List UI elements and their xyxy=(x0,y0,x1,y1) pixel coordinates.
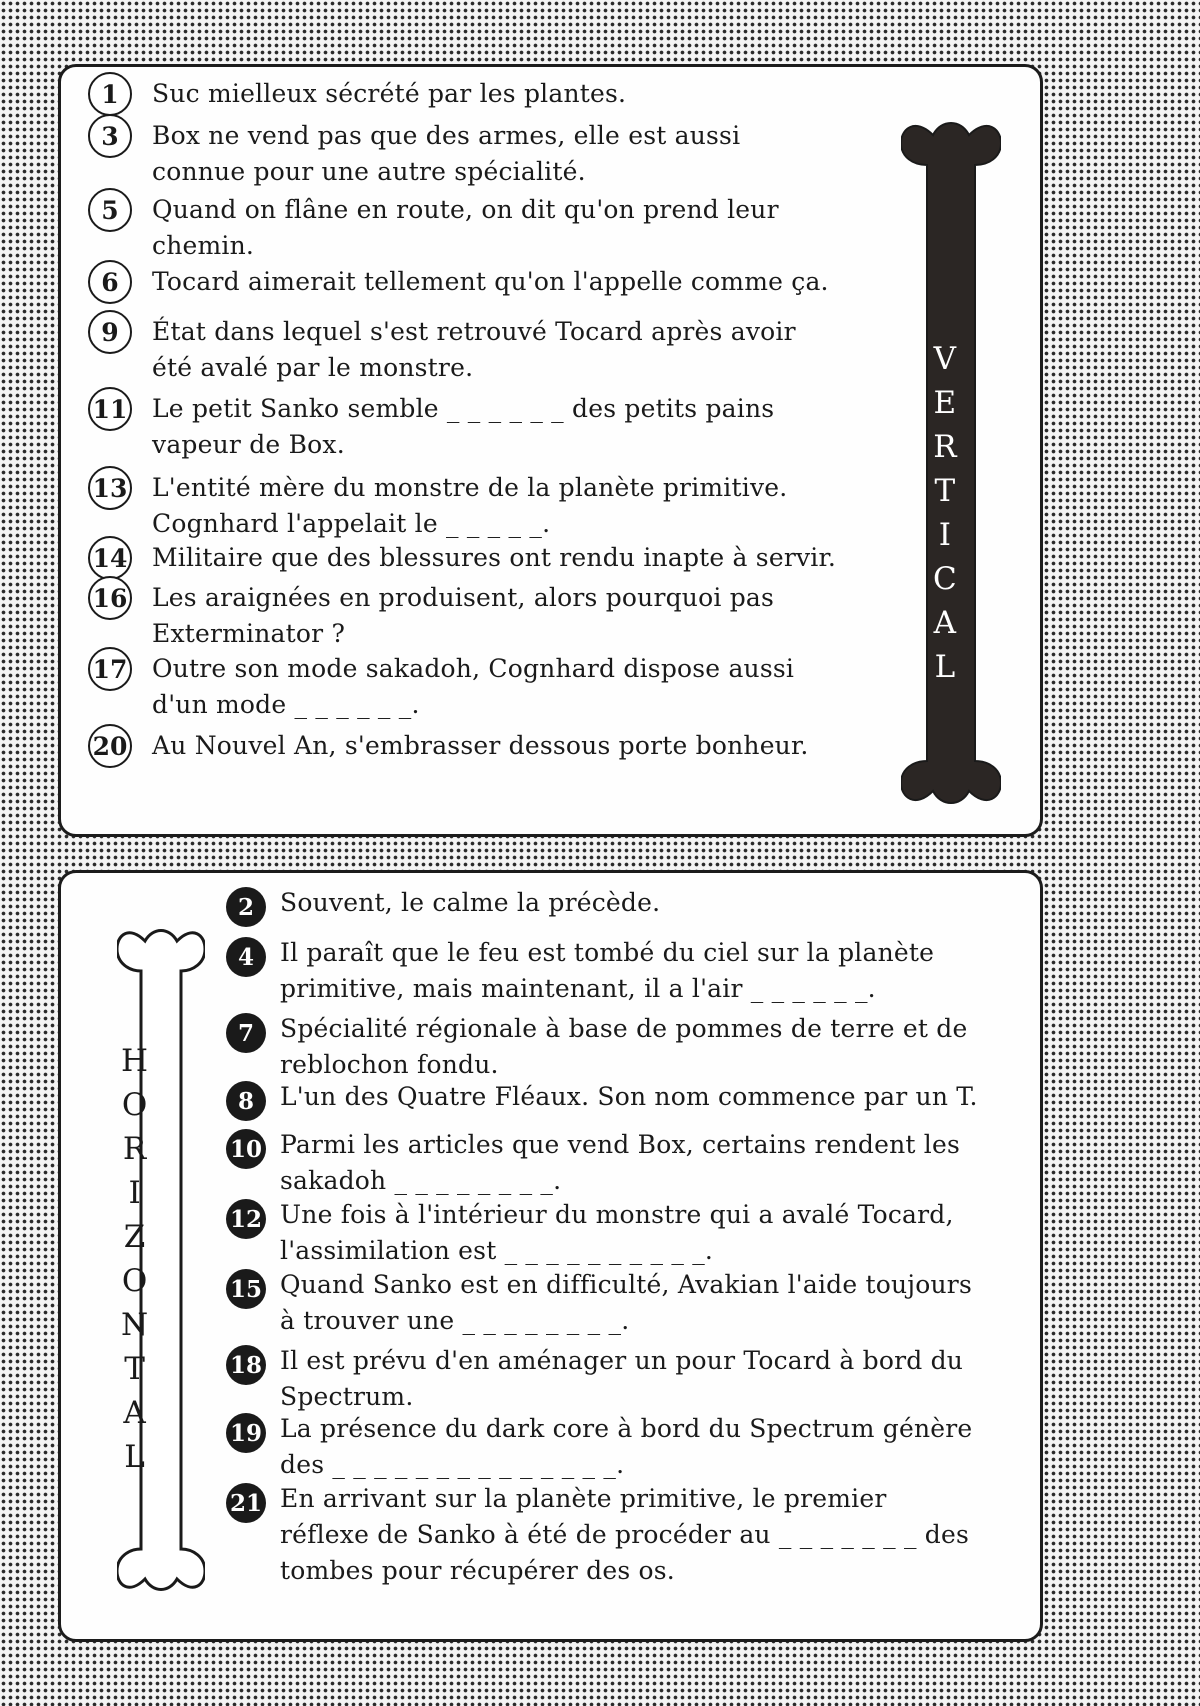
label-letter: A xyxy=(123,1395,146,1431)
clue-line: Les araignées en produisent, alors pourquoi pas xyxy=(152,583,775,612)
clue-text xyxy=(280,1127,960,1199)
clue-line: réflexe de Sanko à été de procéder au _ _ _ _ _ _ _ des xyxy=(280,1520,970,1549)
clue-text xyxy=(152,651,794,723)
clue-number: 19 xyxy=(226,1413,266,1453)
vertical-clue-5 xyxy=(88,191,779,264)
vertical-clue-17 xyxy=(88,650,794,723)
clue-text xyxy=(280,1197,954,1269)
vertical-clues-panel xyxy=(58,64,1043,837)
horizontal-clue-8 xyxy=(226,1081,978,1121)
clue-text xyxy=(280,1011,967,1083)
clue-line: été avalé par le monstre. xyxy=(152,353,474,382)
clue-text xyxy=(152,540,836,576)
label-letter: A xyxy=(933,605,957,641)
clue-text xyxy=(152,264,829,300)
clue-line: Militaire que des blessures ont rendu inapte à servir. xyxy=(152,543,837,572)
clue-line: Tocard aimerait tellement qu'on l'appelle comme ça. xyxy=(152,267,829,296)
clue-text xyxy=(280,1481,969,1589)
clue-number: 5 xyxy=(88,188,132,232)
vertical-clue-13 xyxy=(88,469,787,542)
clue-number: 4 xyxy=(226,937,266,977)
label-letter: H xyxy=(121,1043,149,1079)
clue-line: connue pour une autre spécialité. xyxy=(152,157,586,186)
vertical-label xyxy=(933,337,957,689)
clue-line: des _ _ _ _ _ _ _ _ _ _ _ _ _ _. xyxy=(280,1450,625,1479)
clue-number: 11 xyxy=(88,387,132,431)
vertical-clue-20 xyxy=(88,727,809,768)
clue-text xyxy=(280,1079,978,1115)
horizontal-clue-15 xyxy=(226,1269,972,1339)
clue-line: reblochon fondu. xyxy=(280,1050,499,1079)
label-letter: I xyxy=(938,517,951,553)
clue-text xyxy=(152,118,740,190)
label-letter: N xyxy=(121,1307,149,1343)
horizontal-clue-2 xyxy=(226,887,660,927)
clue-line: d'un mode _ _ _ _ _ _. xyxy=(152,690,420,719)
label-letter: O xyxy=(121,1263,148,1299)
clue-line: En arrivant sur la planète primitive, le premier xyxy=(280,1484,887,1513)
clue-line: Cognhard l'appelait le _ _ _ _ _. xyxy=(152,509,551,538)
horizontal-clue-21 xyxy=(226,1483,969,1589)
clue-number: 21 xyxy=(226,1483,266,1523)
clue-line: Outre son mode sakadoh, Cognhard dispose aussi xyxy=(152,654,795,683)
clue-number: 18 xyxy=(226,1345,266,1385)
vertical-clue-3 xyxy=(88,117,740,190)
clue-line: L'un des Quatre Fléaux. Son nom commence par un T. xyxy=(280,1082,978,1111)
clue-line: tombes pour récupérer des os. xyxy=(280,1556,675,1585)
clue-text xyxy=(152,314,796,386)
vertical-clue-11 xyxy=(88,390,774,463)
clue-line: chemin. xyxy=(152,231,255,260)
vertical-clue-6 xyxy=(88,263,829,304)
clue-text xyxy=(152,470,787,542)
label-letter: E xyxy=(933,385,957,421)
horizontal-clue-19 xyxy=(226,1413,972,1483)
clue-number: 2 xyxy=(226,887,266,927)
label-letter: O xyxy=(121,1087,148,1123)
horizontal-clue-4 xyxy=(226,937,934,1007)
clue-line: sakadoh _ _ _ _ _ _ _ _. xyxy=(280,1166,562,1195)
clue-number: 15 xyxy=(226,1269,266,1309)
clue-text xyxy=(280,1343,963,1415)
clue-line: Parmi les articles que vend Box, certains rendent les xyxy=(280,1130,960,1159)
clue-number: 13 xyxy=(88,466,132,510)
clue-text xyxy=(152,580,774,652)
vertical-clue-16 xyxy=(88,579,774,652)
horizontal-clue-10 xyxy=(226,1129,960,1199)
clue-text xyxy=(280,885,660,921)
clue-text xyxy=(280,1411,972,1483)
clue-number: 7 xyxy=(226,1013,266,1053)
clue-line: Suc mielleux sécrété par les plantes. xyxy=(152,79,627,108)
clue-text xyxy=(280,935,934,1007)
clue-number: 17 xyxy=(88,647,132,691)
clue-number: 8 xyxy=(226,1081,266,1121)
horizontal-clue-12 xyxy=(226,1199,954,1269)
clue-line: La présence du dark core à bord du Spectrum génère xyxy=(280,1414,973,1443)
clue-line: Spectrum. xyxy=(280,1382,414,1411)
horizontal-clue-7 xyxy=(226,1013,967,1083)
vertical-clue-1 xyxy=(88,75,626,116)
label-letter: R xyxy=(122,1131,147,1167)
vertical-clue-14 xyxy=(88,539,836,580)
clue-line: Une fois à l'intérieur du monstre qui a avalé Tocard, xyxy=(280,1200,954,1229)
label-letter: L xyxy=(124,1439,145,1475)
label-letter: V xyxy=(933,341,957,377)
clue-number: 10 xyxy=(226,1129,266,1169)
clue-line: Quand Sanko est en difficulté, Avakian l'aide toujours xyxy=(280,1270,972,1299)
horizontal-clues-panel xyxy=(58,870,1043,1642)
horizontal-label xyxy=(121,1039,148,1479)
clue-line: Le petit Sanko semble _ _ _ _ _ _ des petits pains xyxy=(152,394,775,423)
clue-line: Box ne vend pas que des armes, elle est aussi xyxy=(152,121,741,150)
clue-line: L'entité mère du monstre de la planète primitive. xyxy=(152,473,788,502)
clue-text xyxy=(152,76,626,112)
clue-line: à trouver une _ _ _ _ _ _ _ _. xyxy=(280,1306,630,1335)
clue-text xyxy=(152,192,779,264)
label-letter: T xyxy=(934,473,956,509)
label-letter: C xyxy=(933,561,957,597)
clue-line: Au Nouvel An, s'embrasser dessous porte bonheur. xyxy=(152,731,809,760)
clue-line: Exterminator ? xyxy=(152,619,346,648)
clue-line: Quand on flâne en route, on dit qu'on prend leur xyxy=(152,195,779,224)
label-letter: I xyxy=(128,1175,141,1211)
clue-number: 6 xyxy=(88,260,132,304)
vertical-clue-9 xyxy=(88,313,796,386)
clue-line: primitive, mais maintenant, il a l'air _ _ _ _ _ _. xyxy=(280,974,876,1003)
clue-text xyxy=(152,728,809,764)
clue-number: 14 xyxy=(88,536,132,580)
horizontal-clue-18 xyxy=(226,1345,963,1415)
clue-number: 1 xyxy=(88,72,132,116)
label-letter: Z xyxy=(123,1219,146,1255)
clue-line: vapeur de Box. xyxy=(152,430,345,459)
clue-number: 9 xyxy=(88,310,132,354)
clue-number: 16 xyxy=(88,576,132,620)
clue-number: 12 xyxy=(226,1199,266,1239)
clue-line: Il est prévu d'en aménager un pour Tocard à bord du xyxy=(280,1346,964,1375)
label-letter: L xyxy=(934,649,956,685)
clue-number: 20 xyxy=(88,724,132,768)
clue-line: Spécialité régionale à base de pommes de terre et de xyxy=(280,1014,968,1043)
clue-number: 3 xyxy=(88,114,132,158)
clue-line: Souvent, le calme la précède. xyxy=(280,888,661,917)
label-letter: R xyxy=(933,429,957,465)
clue-text xyxy=(152,391,774,463)
clue-text xyxy=(280,1267,972,1339)
clue-line: l'assimilation est _ _ _ _ _ _ _ _ _ _. xyxy=(280,1236,714,1265)
clue-line: Il paraît que le feu est tombé du ciel sur la planète xyxy=(280,938,935,967)
clue-line: État dans lequel s'est retrouvé Tocard après avoir xyxy=(152,317,796,346)
label-letter: T xyxy=(124,1351,145,1387)
